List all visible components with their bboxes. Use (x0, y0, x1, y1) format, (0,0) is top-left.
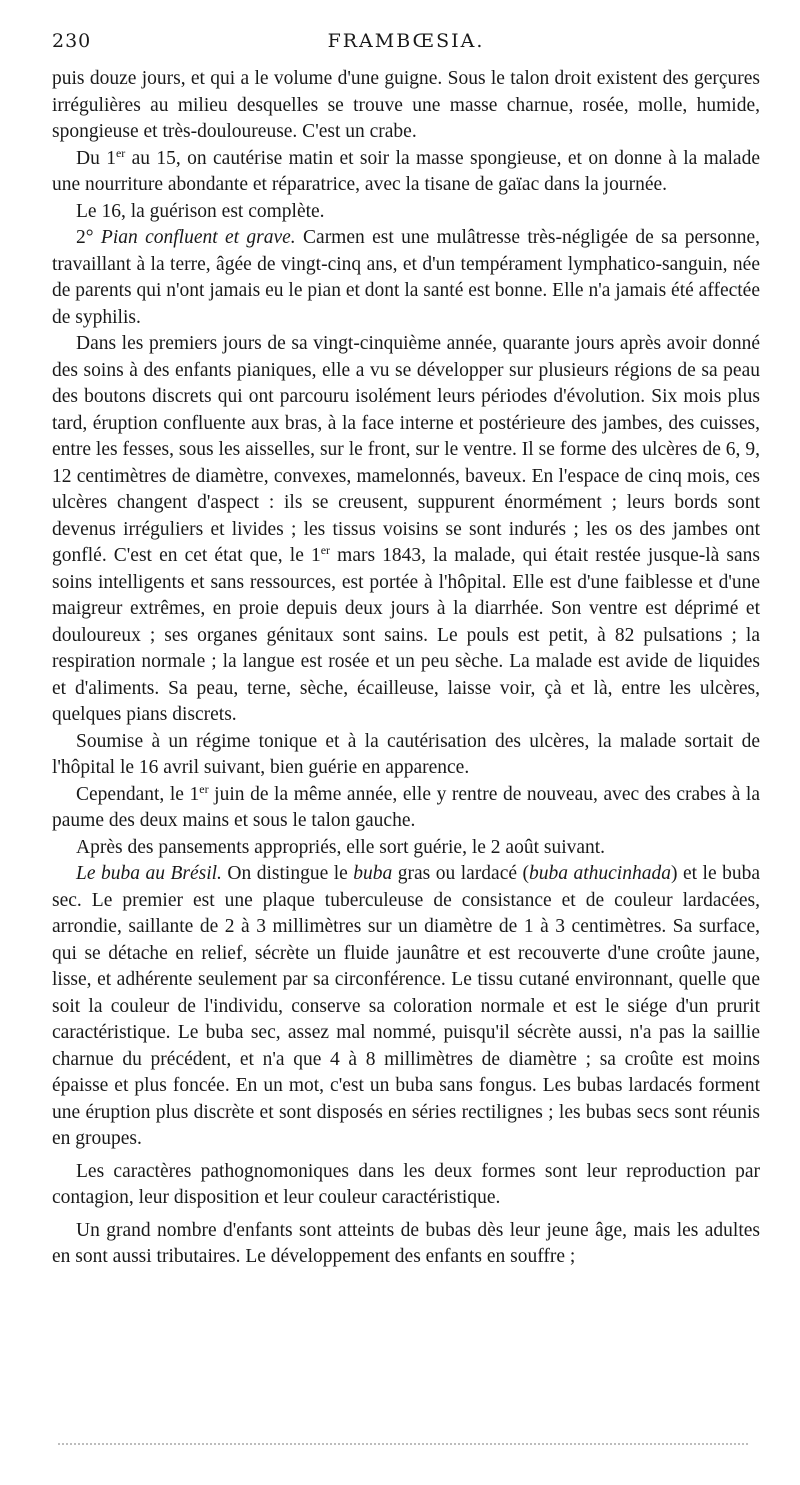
page-header (52, 30, 760, 60)
text-run: mars 1843, la malade, qui était restée jusque-là sans soins intelligents et sans ressources, est portée à l'hôpital. Elle est d'une faiblesse et d'une maigreur extrêmes, en proie depuis deux jours à la diarrhée. Son ventre est déprimé et douloureux ; ses organes génitaux sont sains. Le pouls est petit, à 82 pulsations ; la respiration normale ; la langue est rosée et un peu sèche. La malade est avide de liquides et d'aliments. Sa peau, terne, sèche, écailleuse, laisse voir, çà et là, entre les ulcères, quelques pians discrets. (52, 545, 760, 725)
body-text (52, 66, 760, 1271)
paragraph (52, 861, 760, 1153)
italic-text: buba (353, 863, 393, 884)
bottom-rule (58, 1443, 748, 1447)
text-run: Après des pansements appropriés, elle sort guérie, le 2 août suivant. (76, 836, 606, 858)
text-run: Soumise à un régime tonique et à la cautérisation des ulcères, la malade sortait de l'hôpital le 16 avril suivant, bien guérie en apparence. (52, 730, 760, 778)
paragraph (52, 66, 760, 146)
paragraph (52, 835, 760, 862)
page-number: 230 (52, 30, 92, 52)
paragraph (52, 1218, 760, 1271)
paragraph (52, 782, 760, 835)
running-title: FRAMBŒSIA. (327, 30, 485, 52)
paragraph (52, 331, 760, 729)
paragraph (52, 1159, 760, 1212)
paragraph (52, 225, 760, 331)
text-run: Carmen est une mulâtresse très-négligée de sa personne, travaillant à la terre, âgée de vingt-cinq ans, et d'un tempérament lymphatico-sanguin, née de parents qui n'ont jamais eu le pian et dont la santé est bonne. Elle n'a jamais été affectée de syphilis. (52, 227, 760, 328)
text-run: Un grand nombre d'enfants sont atteints de bubas dès leur jeune âge, mais les adultes en sont aussi tributaires. Le développement des enfants en souffre ; (52, 1219, 760, 1267)
text-run: gras ou lardacé ( (392, 863, 529, 884)
italic-text: Le buba au Brésil. (76, 863, 222, 884)
superscript: er (115, 145, 126, 160)
text-run: juin de la même année, elle y rentre de nouveau, avec des crabes à la paume des deux mains et sous le talon gauche. (52, 783, 760, 831)
text-run: 2° (76, 227, 101, 248)
text-run: Cependant, le 1 (76, 783, 200, 805)
paragraph (52, 146, 760, 199)
superscript: er (199, 781, 209, 796)
text-run: On distingue le (221, 863, 354, 884)
text-run: puis douze jours, et qui a le volume d'une guigne. Sous le talon droit existent des gerçures irrégulières au milieu desquelles se trouve une masse charnue, rosée, molle, humide, spongieuse et très-douloureuse. C'est un crabe. (52, 68, 760, 142)
text-run: Dans les premiers jours de sa vingt-cinquième année, quarante jours après avoir donné des soins à des enfants pianiques, elle a vu se développer sur plusieurs régions de sa peau des boutons discrets qui ont parcouru isolément leurs périodes d'évolution. Six mois plus tard, éruption confluente aux bras, à la face interne et postérieure des jambes, des cuisses, entre les fesses, sous les aisselles, sur le front, sur le ventre. Il se forme des ulcères de 6, 9, 12 centimètres de diamètre, convexes, mamelonnés, baveux. En l'espace de cinq mois, ces ulcères changent d'aspect : ils se creusent, suppurent énormément ; leurs bords sont devenus irréguliers et livides ; les tissus voisins se sont indurés ; les os des jambes ont gonflé. C'est en cet état que, le 1 (52, 333, 760, 566)
paragraph (52, 729, 760, 782)
text-run: ) et le buba sec. Le premier est une plaque tuberculeuse de consistance et de couleur lardacées, arrondie, saillante de 2 à 3 millimètres sur un diamètre de 1 à 3 centimètres. Sa surface, qui se détache en relief, sécrète un fluide jaunâtre et est recouverte d'une croûte jaune, lisse, et adhérente seulement par sa circonférence. Le tissu cutané environnant, quelle que soit la couleur de l'individu, conserve sa coloration normale et est le siége d'un prurit caractéristique. Le buba sec, assez mal nommé, puisqu'il sécrète aussi, n'a pas la saillie charnue du précédent, et n'a que 4 à 8 millimètres de diamètre ; sa croûte est moins épaisse et plus foncée. En un mot, c'est un buba sans fongus. Les bubas lardacés forment une éruption plus discrète et sont disposés en séries rectilignes ; les bubas secs sont réunis en groupes. (52, 863, 760, 1149)
text-run: au 15, on cautérise matin et soir la masse spongieuse, et on donne à la malade une nourriture abondante et réparatrice, avec la tisane de gaïac dans la journée. (52, 147, 760, 195)
italic-text: buba athucinhada (529, 863, 671, 884)
text-run: Du 1 (76, 147, 116, 169)
superscript: er (320, 543, 331, 557)
paragraph (52, 199, 760, 226)
text-run: Les caractères pathognomoniques dans les deux formes sont leur reproduction par contagion, leur disposition et leur couleur caractéristique. (52, 1160, 760, 1208)
italic-text: Pian confluent et grave. (100, 227, 296, 248)
text-run: Le 16, la guérison est complète. (76, 200, 325, 222)
